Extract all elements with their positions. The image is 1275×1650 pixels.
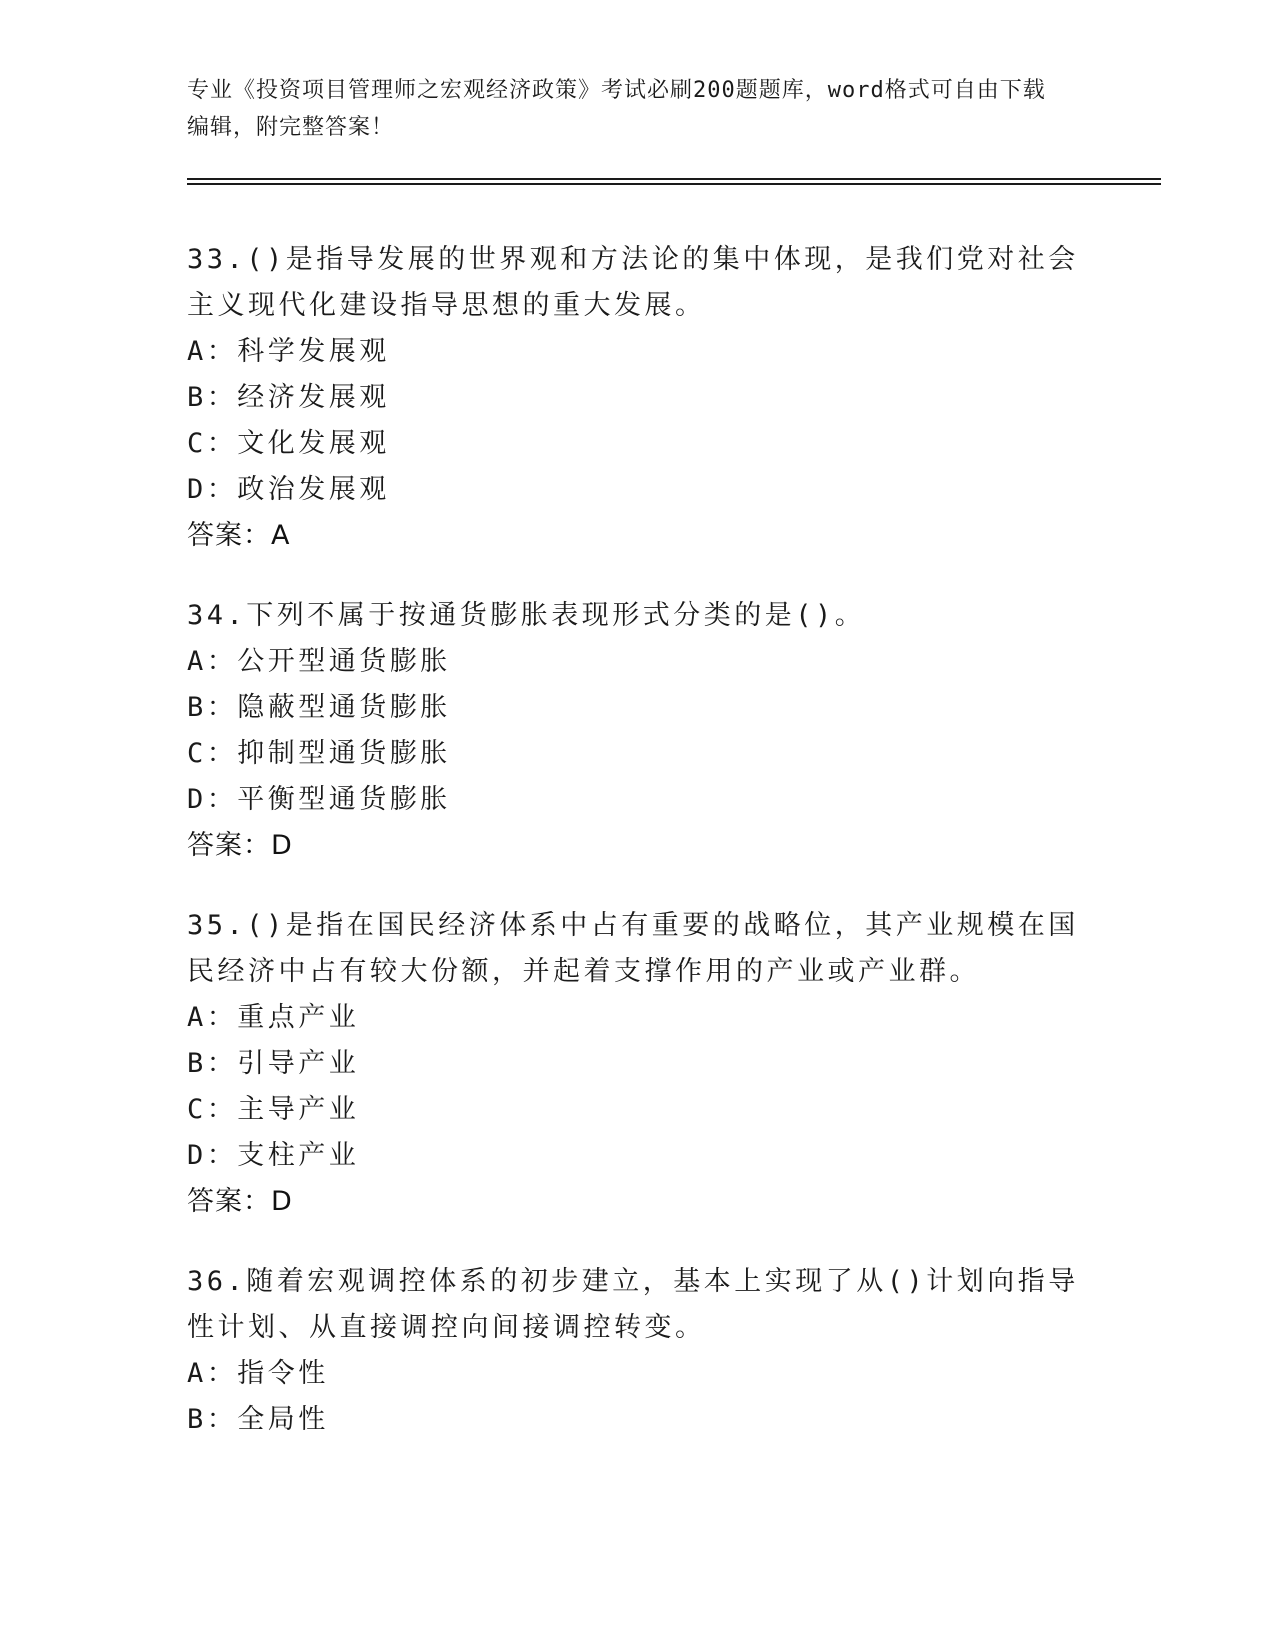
question-36 [187, 1259, 1087, 1443]
option-b: B：引导产业 [187, 1048, 360, 1079]
question-stem: 34.下列不属于按通货膨胀表现形式分类的是()。 [187, 600, 866, 631]
option-b: B：全局性 [187, 1404, 329, 1435]
document-header: 专业《投资项目管理师之宏观经济政策》考试必刷200题题库，word格式可自由下载编辑，附完整答案！ [187, 78, 1046, 140]
option-c: C：主导产业 [187, 1094, 360, 1125]
header-divider-top [187, 178, 1161, 180]
answer-line: 答案：D [187, 1186, 293, 1217]
option-a: A：公开型通货膨胀 [187, 646, 451, 677]
option-d: D：支柱产业 [187, 1140, 360, 1171]
option-d: D：平衡型通货膨胀 [187, 784, 451, 815]
question-stem: 36.随着宏观调控体系的初步建立，基本上实现了从()计划向指导性计划、从直接调控向间接调控转变。 [187, 1266, 1079, 1343]
question-list [187, 237, 1087, 1477]
header-divider-bottom [187, 183, 1161, 185]
option-c: C：文化发展观 [187, 428, 390, 459]
question-34 [187, 593, 1087, 869]
option-d: D：政治发展观 [187, 474, 390, 505]
answer-line: 答案：A [187, 520, 291, 551]
question-33 [187, 237, 1087, 559]
question-stem: 33.()是指导发展的世界观和方法论的集中体现，是我们党对社会主义现代化建设指导思想的重大发展。 [187, 244, 1079, 321]
option-b: B：隐蔽型通货膨胀 [187, 692, 451, 723]
option-c: C：抑制型通货膨胀 [187, 738, 451, 769]
question-35 [187, 903, 1087, 1225]
option-a: A：重点产业 [187, 1002, 360, 1033]
answer-line: 答案：D [187, 830, 293, 861]
option-a: A：指令性 [187, 1358, 329, 1389]
option-b: B：经济发展观 [187, 382, 390, 413]
option-a: A：科学发展观 [187, 336, 390, 367]
question-stem: 35.()是指在国民经济体系中占有重要的战略位，其产业规模在国民经济中占有较大份额，并起着支撑作用的产业或产业群。 [187, 910, 1079, 987]
